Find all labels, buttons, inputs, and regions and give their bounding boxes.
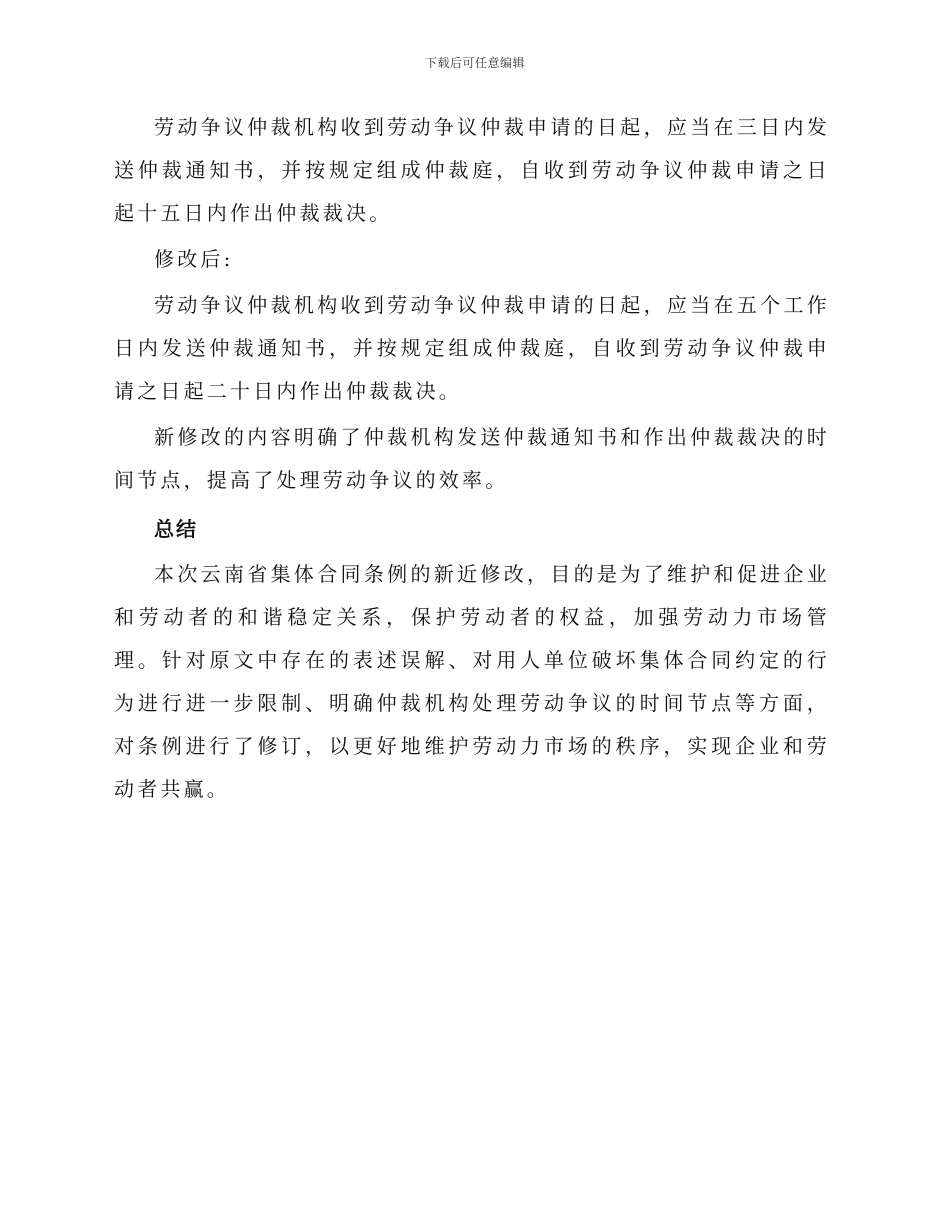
summary-heading: 总结 — [154, 517, 198, 541]
summary-paragraph: 本次云南省集体合同条例的新近修改，目的是为了维护和促进企业和劳动者的和谐稳定关系，保护劳动者的权益，加强劳动力市场管理。针对原文中存在的表述误解、对用人单位破坏集体合同约定的行为进行进一步限制、明确仲裁机构处理劳动争议的时间节点等方面，对条例进行了修订，以更好地维护劳动力市场的秩序，实现企业和劳动者共赢。 — [114, 562, 830, 801]
header-note: 下载后可任意编辑 — [424, 56, 525, 70]
paragraph-revised-clause: 劳动争议仲裁机构收到劳动争议仲裁申请的日起，应当在五个工作日内发送仲裁通知书，并按规定组成仲裁庭，自收到劳动争议仲裁申请之日起二十日内作出仲裁裁决。 — [114, 293, 830, 403]
paragraph-original-clause: 劳动争议仲裁机构收到劳动争议仲裁申请的日起，应当在三日内发送仲裁通知书，并按规定组成仲裁庭，自收到劳动争议仲裁申请之日起十五日内作出仲裁裁决。 — [114, 115, 830, 225]
paragraph-revision-explanation: 新修改的内容明确了仲裁机构发送仲裁通知书和作出仲裁裁决的时间节点，提高了处理劳动争议的效率。 — [114, 425, 830, 492]
document-body — [114, 106, 830, 811]
paragraph-revised-label: 修改后: — [154, 247, 234, 271]
